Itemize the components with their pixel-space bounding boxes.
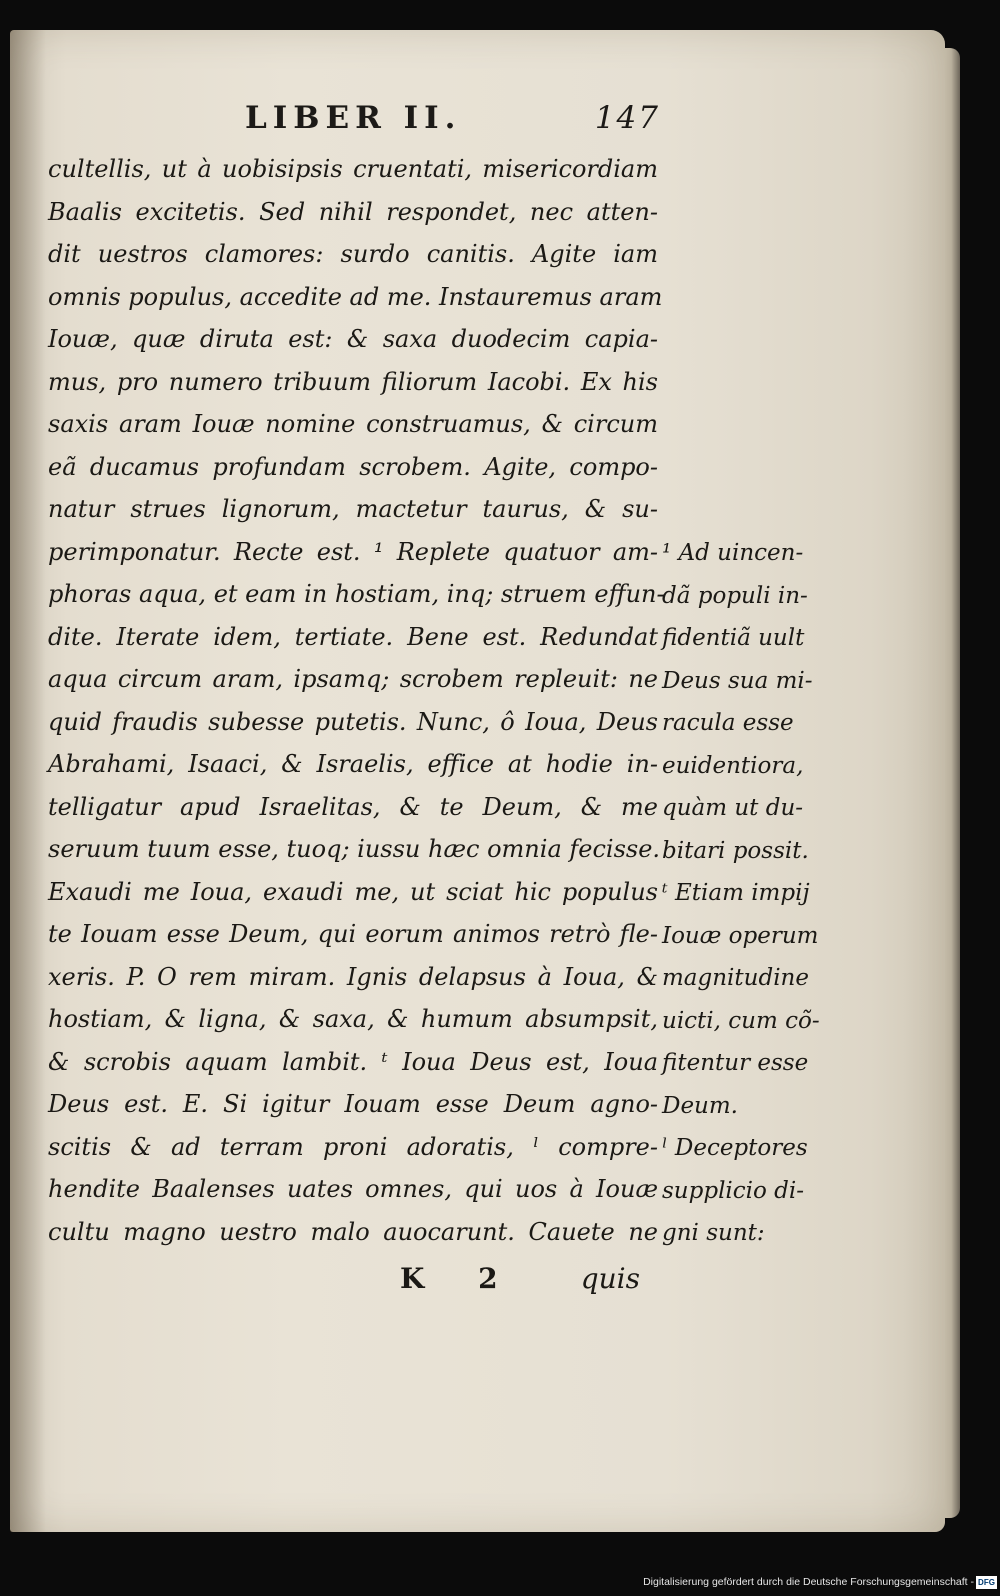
text-line: phoras aqua, et eam in hostiam, inq; struem effun- [48, 580, 665, 608]
text-line: eã ducamus profundam scrobem. Agite, compo- [48, 452, 658, 481]
main-text-block [48, 148, 665, 1253]
margin-line: euidentiora, [662, 752, 804, 779]
running-title: LIBER II. [245, 100, 462, 136]
margin-line: fitentur esse [662, 1050, 809, 1076]
text-line: dit uestros clamores: surdo canitis. Agite iam [48, 240, 658, 268]
text-line: mus, pro numero tribuum filiorum Iacobi. Ex his [48, 367, 658, 396]
text-line: aqua circum aram, ipsamq; scrobem repleuit: ne [48, 665, 658, 693]
margin-line: fidentiã uult [662, 625, 805, 651]
margin-line: quàm ut du- [662, 795, 804, 821]
text-line: Iouæ, quæ diruta est: & saxa duodecim capia- [48, 325, 658, 353]
margin-line: supplicio di- [662, 1177, 805, 1204]
margin-line: Deus sua mi- [662, 667, 813, 694]
margin-line: ˡ Deceptores [662, 1135, 808, 1161]
text-line: xeris. P. O rem miram. Ignis delapsus à Ioua, & [48, 962, 658, 991]
text-line: Exaudi me Ioua, exaudi me, ut sciat hic populus [48, 877, 658, 906]
margin-line: racula esse [662, 710, 794, 736]
margin-line: dã populi in- [662, 582, 808, 609]
text-line: Baalis excitetis. Sed nihil respondet, nec atten- [48, 197, 658, 226]
text-line: Abrahami, Isaaci, & Israelis, effice at hodie in- [48, 750, 658, 778]
margin-line: Deum. [662, 1092, 738, 1119]
text-line: seruum tuum esse, tuoq; iussu hæc omnia fecisse. [48, 835, 661, 863]
text-line: Deus est. E. Si igitur Iouam esse Deum agno- [48, 1090, 658, 1118]
text-line: te Iouam esse Deum, qui eorum animos retrò fle- [48, 920, 658, 948]
signature-mark: K 2 [400, 1262, 520, 1295]
margin-line: uicti, cum cõ- [662, 1007, 820, 1034]
margin-line: gni sunt: [662, 1220, 765, 1246]
text-line: natur strues lignorum, mactetur taurus, & su- [48, 495, 658, 523]
digitization-credit: Digitalisierung gefördert durch die Deutsche Forschungsgemeinschaft - [643, 1576, 974, 1588]
margin-note-3 [662, 1127, 838, 1255]
dfg-logo: DFG [976, 1576, 997, 1589]
text-line: perimponatur. Recte est. ¹ Replete quatuor am- [48, 537, 658, 566]
text-line: scitis & ad terram proni adoratis, ˡ compre- [48, 1132, 658, 1161]
margin-note-1 [662, 532, 838, 872]
text-line: cultellis, ut à uobisipsis cruentati, misericordiam [48, 155, 658, 183]
text-line: quid fraudis subesse putetis. Nunc, ô Ioua, Deus [48, 707, 658, 736]
text-line: cultu magno uestro malo auocarunt. Cauete ne [48, 1217, 658, 1246]
margin-line: magnitudine [662, 965, 809, 991]
margin-line: bitari possit. [662, 837, 809, 864]
text-line: saxis aram Iouæ nomine construamus, & circum [48, 410, 658, 438]
margin-line: ᵗ Etiam impij [662, 880, 810, 906]
text-line: & scrobis aquam lambit. ᵗ Ioua Deus est, Ioua [48, 1047, 658, 1076]
text-line: omnis populus, accedite ad me. Instauremus aram [48, 282, 663, 311]
text-line: hostiam, & ligna, & saxa, & humum absumpsit, [48, 1005, 658, 1033]
text-line: dite. Iterate idem, tertiate. Bene est. Redundat [48, 622, 658, 651]
page-header [240, 100, 660, 140]
page-footer [400, 1262, 660, 1302]
text-line: telligatur apud Israelitas, & te Deum, & me [48, 792, 658, 821]
text-line: hendite Baalenses uates omnes, qui uos à Iouæ [48, 1175, 658, 1203]
catchword: quis [580, 1262, 640, 1295]
margin-line: ¹ Ad uincen- [662, 540, 804, 566]
margin-line: Iouæ operum [662, 922, 819, 949]
page-number: 147 [594, 100, 660, 136]
margin-note-2 [662, 872, 838, 1127]
spine-shadow [10, 30, 46, 1532]
